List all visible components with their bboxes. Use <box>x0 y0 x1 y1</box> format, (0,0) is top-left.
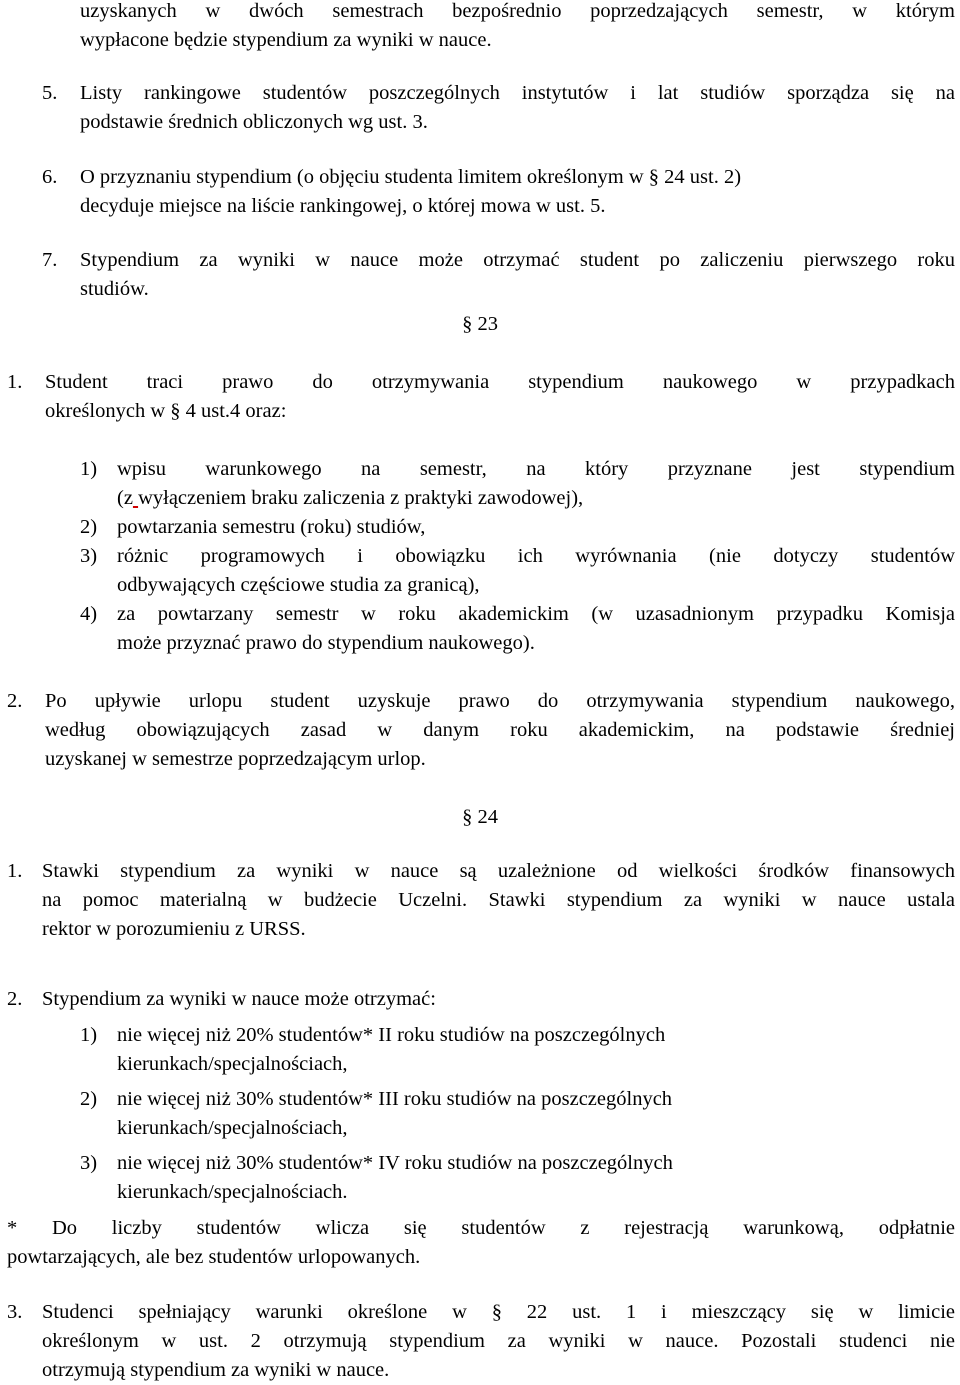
footnote-line-1: * Do liczby studentów wlicza się studentów z rejestracją warunkową, odpłatnie <box>7 1217 955 1239</box>
section-24-point-1-line-1: Stawki stypendium za wyniki w nauce są uzależnione od wielkości środków finansowych <box>42 860 955 882</box>
paragraph-number: 6. <box>42 166 58 188</box>
section-24-point-1-line-3: rektor w porozumieniu z URSS. <box>42 918 306 940</box>
list-item-line: odbywających częściowe studia za granicą), <box>117 574 480 596</box>
paragraph-5-line-2: podstawie średnich obliczonych wg ust. 3. <box>80 111 428 133</box>
list-item-line: za powtarzany semestr w roku akademickim (w uzasadnionym przypadku Komisja <box>117 603 955 625</box>
section-heading: § 23 <box>462 313 498 335</box>
section-24-point-3-line-2: określonym w ust. 2 otrzymują stypendium za wyniki w nauce. Pozostali studenci nie <box>42 1330 955 1352</box>
paragraph-number: 2. <box>7 988 23 1010</box>
section-23-point-1-line-2: określonych w § 4 ust.4 oraz: <box>45 400 287 422</box>
paragraph-number: 5. <box>42 82 58 104</box>
paragraph-number: 3. <box>7 1301 23 1323</box>
section-24-point-1-line-2: na pomoc materialną w budżecie Uczelni. Stawki stypendium za wyniki w nauce ustala <box>42 889 955 911</box>
intro-line-2: wypłacone będzie stypendium za wyniki w nauce. <box>80 29 492 51</box>
paragraph-number: 7. <box>42 249 58 271</box>
paragraph-6-line-2: decyduje miejsce na liście rankingowej, o której mowa w ust. 5. <box>80 195 606 217</box>
list-item-number: 2) <box>80 516 98 538</box>
paragraph-number: 1. <box>7 371 23 393</box>
list-item-line: różnic programowych i obowiązku ich wyrównania (nie dotyczy studentów <box>117 545 955 567</box>
section-23-point-1-line-1: Student traci prawo do otrzymywania stypendium naukowego w przypadkach <box>45 371 955 393</box>
section-23-point-2-line-3: uzyskanej w semestrze poprzedzającym urlop. <box>45 748 426 770</box>
list-item-number: 2) <box>80 1088 98 1110</box>
paragraph-number: 1. <box>7 860 23 882</box>
list-item-line: kierunkach/specjalnościach, <box>117 1053 348 1075</box>
list-item-number: 3) <box>80 545 98 567</box>
footnote-line-2: powtarzających, ale bez studentów urlopowanych. <box>7 1246 421 1268</box>
paragraph-6-line-1: O przyznaniu stypendium (o objęciu studenta limitem określonym w § 24 ust. 2) <box>80 166 742 188</box>
list-item-number: 4) <box>80 603 98 625</box>
paragraph-5-line-1: Listy rankingowe studentów poszczególnych instytutów i lat studiów sporządza się na <box>80 82 955 104</box>
section-24-point-2-line-1: Stypendium za wyniki w nauce może otrzymać: <box>42 988 436 1010</box>
intro-line-1: uzyskanych w dwóch semestrach bezpośrednio poprzedzających semestr, w którym <box>80 0 955 22</box>
list-item-number: 1) <box>80 458 98 480</box>
paragraph-number: 2. <box>7 690 23 712</box>
list-item-line: powtarzania semestru (roku) studiów, <box>117 516 426 538</box>
section-23-point-2-line-2: według obowiązujących zasad w danym roku akademickim, na podstawie średniej <box>45 719 955 741</box>
list-item-line: (z wyłączeniem braku zaliczenia z praktyki zawodowej), <box>117 487 584 509</box>
section-heading: § 24 <box>462 806 498 828</box>
list-item-line: może przyznać prawo do stypendium naukowego). <box>117 632 535 654</box>
list-item-number: 1) <box>80 1024 98 1046</box>
paragraph-7-line-2: studiów. <box>80 278 149 300</box>
list-item-line: nie więcej niż 20% studentów* II roku studiów na poszczególnych <box>117 1024 666 1046</box>
section-24-point-3-line-3: otrzymują stypendium za wyniki w nauce. <box>42 1359 390 1381</box>
list-item-line: nie więcej niż 30% studentów* IV roku studiów na poszczególnych <box>117 1152 673 1174</box>
list-item-line: kierunkach/specjalnościach, <box>117 1117 348 1139</box>
list-item-line: kierunkach/specjalnościach. <box>117 1181 348 1203</box>
section-23-point-2-line-1: Po upływie urlopu student uzyskuje prawo do otrzymywania stypendium naukowego, <box>45 690 955 712</box>
list-item-line: nie więcej niż 30% studentów* III roku studiów na poszczególnych <box>117 1088 673 1110</box>
paragraph-7-line-1: Stypendium za wyniki w nauce może otrzymać student po zaliczeniu pierwszego roku <box>80 249 955 271</box>
list-item-number: 3) <box>80 1152 98 1174</box>
list-item-line: wpisu warunkowego na semestr, na który przyznane jest stypendium <box>117 458 955 480</box>
section-24-point-3-line-1: Studenci spełniający warunki określone w § 22 ust. 1 i mieszczący się w limicie <box>42 1301 955 1323</box>
